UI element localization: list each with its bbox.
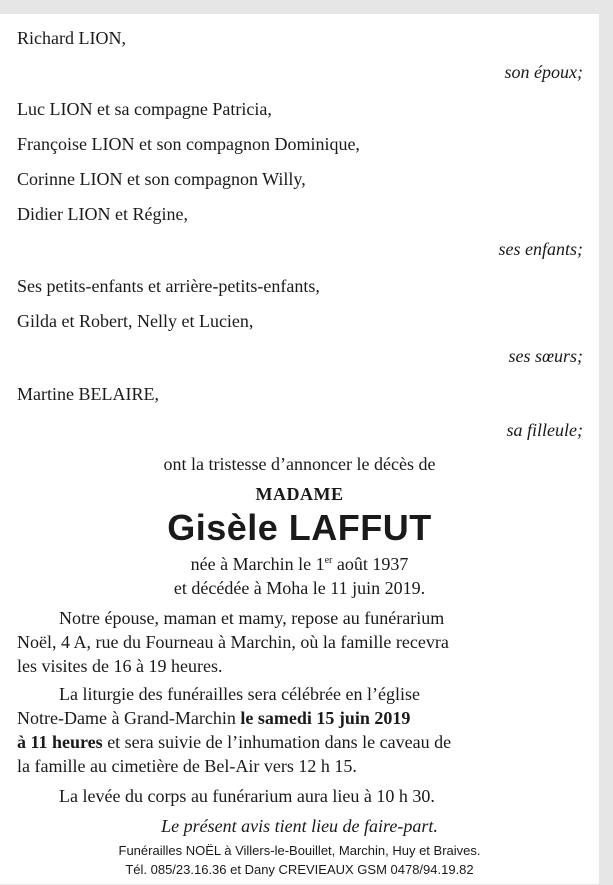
paragraph-2-line-4: la famille au cimetière de Bel-Air vers 12 h 15. — [17, 756, 357, 776]
birth-prefix: née à Marchin le 1 — [190, 554, 325, 574]
paragraph-1-line-3: les visites de 16 à 19 heures. — [17, 656, 223, 676]
p2-l2-normal: Notre-Dame à Grand-Marchin — [17, 708, 241, 728]
child-3: Corinne LION et son compagnon Willy, — [17, 169, 306, 189]
paragraph-1-line-2: Noël, 4 A, rue du Fourneau à Marchin, où la famille recevra — [17, 632, 449, 652]
funeral-time: à 11 heures — [17, 732, 103, 752]
children-role: ses enfants; — [498, 239, 583, 259]
birth-info — [0, 553, 599, 575]
paragraph-2-line-3 — [17, 731, 583, 753]
funeral-home-line-1: Funérailles NOËL à Villers-le-Bouillet, Marchin, Huy et Braives. — [118, 843, 481, 858]
birth-suffix: août 1937 — [332, 554, 409, 574]
p2-l1-text: La liturgie des funérailles sera célébrée en l’église — [59, 684, 420, 704]
sisters-role: ses sœurs; — [508, 346, 583, 366]
p1-l1-text: Notre épouse, maman et mamy, repose au funérarium — [59, 608, 445, 628]
death-info: et décédée à Moha le 11 juin 2019. — [173, 578, 426, 598]
paragraph-3 — [17, 785, 583, 807]
goddaughter-role: sa filleule; — [506, 420, 583, 440]
child-1: Luc LION et sa compagne Patricia, — [17, 99, 272, 119]
sisters: Gilda et Robert, Nelly et Lucien, — [17, 311, 254, 331]
spouse-role: son époux; — [504, 62, 583, 82]
obituary-notice — [0, 14, 599, 884]
birth-ordinal: er — [324, 555, 333, 566]
p3-text: La levée du corps au funérarium aura lieu à 10 h 30. — [59, 786, 435, 806]
grandchildren: Ses petits-enfants et arrière-petits-enfants, — [17, 276, 320, 296]
paragraph-2-line-2 — [17, 707, 583, 729]
deceased-title: MADAME — [255, 484, 344, 504]
funeral-home-line-2: Tél. 085/23.16.36 et Dany CREVIEAUX GSM 0478/94.19.82 — [125, 862, 474, 877]
announcement-intro: ont la tristesse d’annoncer le décès de — [163, 454, 436, 474]
funeral-date: le samedi 15 juin 2019 — [240, 708, 411, 728]
paragraph-2-line-1 — [17, 683, 583, 705]
child-2: Françoise LION et son compagnon Dominique, — [17, 134, 360, 154]
deceased-name: Gisèle LAFFUT — [167, 507, 432, 548]
paragraph-1-line-1 — [17, 607, 583, 629]
spouse-name: Richard LION, — [17, 28, 126, 48]
child-4: Didier LION et Régine, — [17, 204, 188, 224]
p2-l3-normal: et sera suivie de l’inhumation dans le caveau de — [102, 732, 452, 752]
faire-part-note: Le présent avis tient lieu de faire-part. — [161, 816, 438, 836]
goddaughter: Martine BELAIRE, — [17, 384, 159, 404]
